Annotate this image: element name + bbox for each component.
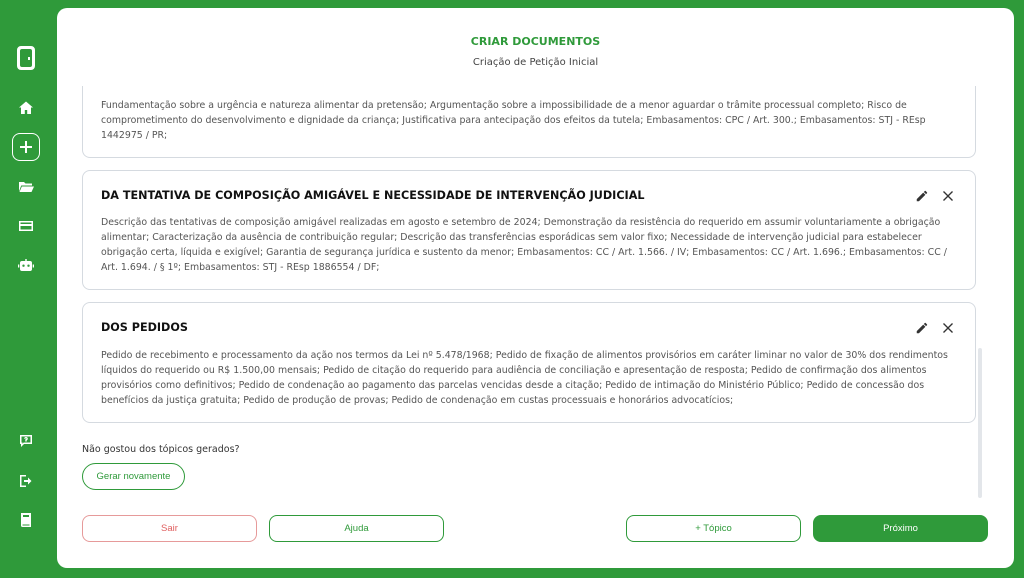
- topic-description: Descrição das tentativas de composição amigável realizadas em agosto e setembro de 2024; Demonstração da resistência do requerido em assumir voluntariamente a obrigação alimentar; Caracterização da ausência de contribuição regular; Descrição das transferências esporádicas sem valor fixo; Necessidade de intervenção judicial para estabelecer obrigação certa, líquida e exigível; Garantia de segurança jurídica e sustento da menor; Embasamentos: CC / Art. 1.566. / IV; Embasamentos: CC / Art. 1.696.; Embasamentos: CC / Art. 1.694. / § 1º; Embasamentos: STJ - REsp 1886554 / DF;: [101, 217, 947, 273]
- topic-description: Fundamentação sobre a urgência e natureza alimentar da pretensão; Argumentação sobre a impossibilidade de a menor aguardar o trâmite processual completo; Risco de comprometimento do desenvolvimento e dignidade da criança; Justificativa para antecipação dos efeitos da tutela; Embasamentos: CPC / Art. 300.; Embasamentos: STJ - REsp 1442975 / PR;: [101, 100, 926, 141]
- next-button[interactable]: Próximo: [813, 515, 988, 542]
- book-icon[interactable]: [12, 506, 40, 534]
- topic-title: DOS PEDIDOS: [101, 321, 188, 334]
- edit-icon[interactable]: [915, 320, 929, 339]
- sidebar: [0, 0, 52, 578]
- regenerate-button[interactable]: Gerar novamente: [82, 463, 185, 490]
- topic-title: DA TENTATIVA DE COMPOSIÇÃO AMIGÁVEL E NECESSIDADE DE INTERVENÇÃO JUDICIAL: [101, 189, 645, 202]
- robot-icon[interactable]: [12, 252, 40, 280]
- page-subtitle: Criação de Petição Inicial: [472, 57, 599, 68]
- close-icon[interactable]: [941, 188, 955, 207]
- scrollbar[interactable]: [978, 348, 982, 498]
- topic-description: Pedido de recebimento e processamento da ação nos termos da Lei nº 5.478/1968; Pedido de fixação de alimentos provisórios em caráter liminar no valor de 30% dos rendimentos líquidos do requerido ou R$ 1.500,00 mensais; Pedido de citação do requerido para audiência de conciliação e apresentação de resposta; Pedido de confirmação dos alimentos provisórios como definitivos; Pedido de condenação ao pagamento das parcelas vencidas desde a citação; Pedido de intimação do Ministério Público; Pedido de concessão dos benefícios da justiça gratuita; Pedido de produção de provas; Pedido de condenação em custas processuais e honorários advocatícios;: [101, 350, 948, 406]
- close-icon[interactable]: [941, 320, 955, 339]
- edit-icon[interactable]: [915, 188, 929, 207]
- regenerate-question: Não gostou dos tópicos gerados?: [82, 444, 240, 455]
- main-panel: [57, 8, 1014, 568]
- exit-button[interactable]: Sair: [82, 515, 257, 542]
- folder-icon[interactable]: [12, 173, 40, 201]
- page-title: CRIAR DOCUMENTOS: [470, 35, 601, 48]
- add-topic-button[interactable]: + Tópico: [626, 515, 801, 542]
- topic-card: [82, 302, 976, 423]
- help-icon[interactable]: [12, 427, 40, 455]
- logo-icon[interactable]: [12, 44, 40, 72]
- card-icon[interactable]: [12, 212, 40, 240]
- help-button[interactable]: Ajuda: [269, 515, 444, 542]
- plus-icon[interactable]: [12, 133, 40, 161]
- topic-card: [82, 170, 976, 290]
- home-icon[interactable]: [12, 94, 40, 122]
- topic-card: [82, 86, 976, 158]
- topic-actions: [915, 320, 955, 339]
- topic-actions: [915, 188, 955, 207]
- logout-icon[interactable]: [12, 467, 40, 495]
